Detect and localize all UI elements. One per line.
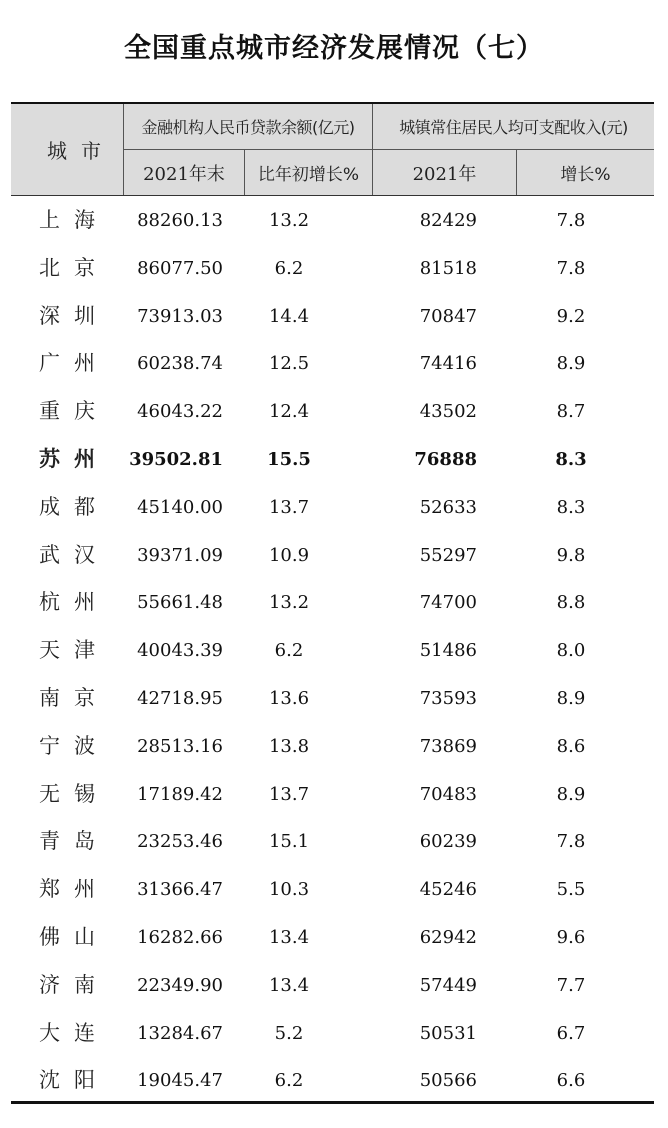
cell-loans-growth: 10.9 [268,544,310,566]
cell-city: 重庆 [39,399,109,424]
cell-loans-growth: 12.5 [268,353,310,375]
cell-loans-balance: 60238.74 [137,353,223,375]
table-row [11,340,654,388]
cell-income-growth: 8.0 [556,640,586,662]
cell-loans-growth: 13.7 [268,783,310,805]
cell-city: 深圳 [39,303,109,328]
cell-income-growth: 8.9 [556,353,586,375]
cell-income-growth: 8.7 [556,401,586,423]
cell-income-growth: 8.8 [556,592,586,614]
header-bottom-rule [11,195,654,196]
cell-loans-growth: 13.7 [268,496,310,518]
table-row [11,197,654,245]
cell-loans-balance: 39502.81 [129,448,223,470]
header-income-year: 2021年 [412,163,477,185]
table-row [11,245,654,293]
cell-income-growth: 6.7 [556,1022,586,1044]
table-row [11,962,654,1010]
table-row [11,1010,654,1058]
cell-income: 52633 [419,496,477,518]
cell-city: 广州 [39,351,109,376]
cell-city: 佛山 [39,924,109,949]
cell-loans-balance: 73913.03 [137,305,223,327]
cell-city: 杭州 [39,590,109,615]
cell-loans-growth: 6.2 [274,257,304,279]
cell-loans-growth: 13.4 [268,974,310,996]
cell-income-growth: 8.9 [556,687,586,709]
cell-loans-balance: 31366.47 [137,879,223,901]
cell-income: 60239 [419,831,477,853]
header-group-income: 城镇常住居民人均可支配收入(元) [399,118,628,137]
cell-city: 成都 [39,494,109,519]
cell-income-growth: 8.3 [555,448,587,470]
cell-loans-balance: 88260.13 [137,210,223,231]
cell-city: 青岛 [39,829,109,854]
table-row [11,675,654,723]
cell-income-growth: 8.3 [556,496,586,518]
cell-income: 50531 [419,1022,477,1044]
cell-loans-balance: 46043.22 [137,401,223,423]
page-title: 全国重点城市经济发展情况（七） [124,33,544,64]
cell-income: 62942 [419,926,477,948]
cell-loans-growth: 5.2 [274,1022,304,1044]
cell-city: 济南 [39,972,109,997]
cell-loans-growth: 14.4 [268,305,310,327]
cell-loans-balance: 19045.47 [137,1070,223,1092]
cell-income: 74700 [419,592,477,614]
header-loans-year-end: 2021年末 [143,163,225,185]
table-row [11,293,654,341]
cell-loans-balance: 39371.09 [137,544,223,566]
cell-loans-balance: 86077.50 [137,257,223,279]
table-bottom-rule [11,1101,654,1104]
cell-loans-growth: 13.4 [268,926,310,948]
cell-loans-growth: 12.4 [268,401,310,423]
table-row [11,866,654,914]
cell-income-growth: 9.8 [556,544,586,566]
cell-loans-balance: 23253.46 [137,831,223,853]
cell-city: 郑州 [39,877,109,902]
cell-city: 无锡 [39,781,109,806]
cell-income-growth: 6.6 [556,1070,586,1092]
cell-loans-balance: 13284.67 [137,1022,223,1044]
table-row [11,436,654,484]
cell-income: 50566 [419,1070,477,1092]
cell-loans-growth: 13.2 [268,592,310,614]
cell-loans-growth: 15.5 [267,448,311,470]
table-body [11,197,654,1105]
table-row [11,532,654,580]
cell-city: 上海 [39,208,109,232]
table-row [11,579,654,627]
cell-city: 武汉 [39,542,109,567]
cell-income: 82429 [419,210,477,231]
table-row [11,818,654,866]
cell-income: 73593 [419,687,477,709]
header-loans-growth: 比年初增长% [257,165,360,185]
cell-income: 55297 [419,544,477,566]
cell-city: 大连 [39,1020,109,1045]
table-row [11,1057,654,1105]
cell-income-growth: 9.6 [556,926,586,948]
cell-loans-growth: 13.2 [268,210,310,231]
cell-income: 51486 [419,640,477,662]
cell-income-growth: 8.6 [556,735,586,757]
cell-income: 45246 [419,879,477,901]
cell-loans-growth: 6.2 [274,1070,304,1092]
table-row [11,484,654,532]
cell-loans-growth: 15.1 [268,831,310,853]
table-row [11,723,654,771]
cell-income: 73869 [419,735,477,757]
table-row [11,388,654,436]
cell-income: 43502 [419,401,477,423]
cell-loans-growth: 10.3 [268,879,310,901]
cell-loans-growth: 13.8 [268,735,310,757]
cell-loans-balance: 28513.16 [137,735,223,757]
header-income-growth: 增长% [560,165,611,185]
cell-city: 沈阳 [39,1068,109,1093]
table-row [11,914,654,962]
cell-income: 81518 [419,257,477,279]
cell-income: 57449 [419,974,477,996]
table-row [11,627,654,675]
cell-income: 70847 [419,305,477,327]
cell-income-growth: 8.9 [556,783,586,805]
cell-income-growth: 7.8 [556,831,586,853]
cell-income-growth: 7.8 [556,210,586,231]
cell-loans-growth: 13.6 [268,687,310,709]
cell-city: 天津 [39,638,109,663]
cell-loans-balance: 16282.66 [137,926,223,948]
cell-income-growth: 9.2 [556,305,586,327]
cell-city: 南京 [39,685,109,710]
cell-loans-balance: 17189.42 [137,783,223,805]
cell-income-growth: 7.7 [556,974,586,996]
cell-income-growth: 7.8 [556,257,586,279]
header-city: 城市 [47,139,115,163]
cell-city: 苏州 [39,446,109,471]
cell-income: 70483 [419,783,477,805]
cell-loans-growth: 6.2 [274,640,304,662]
cell-income-growth: 5.5 [556,879,586,901]
cell-income: 76888 [414,448,477,470]
cell-loans-balance: 42718.95 [137,687,223,709]
cell-city: 北京 [39,255,109,280]
cell-income: 74416 [419,353,477,375]
header-group-loans: 金融机构人民币贷款余额(亿元) [141,118,355,137]
table-row [11,771,654,819]
cell-loans-balance: 22349.90 [137,974,223,996]
cell-loans-balance: 40043.39 [137,640,223,662]
cell-city: 宁波 [39,733,109,758]
cell-loans-balance: 45140.00 [137,496,223,518]
cell-loans-balance: 55661.48 [137,592,223,614]
